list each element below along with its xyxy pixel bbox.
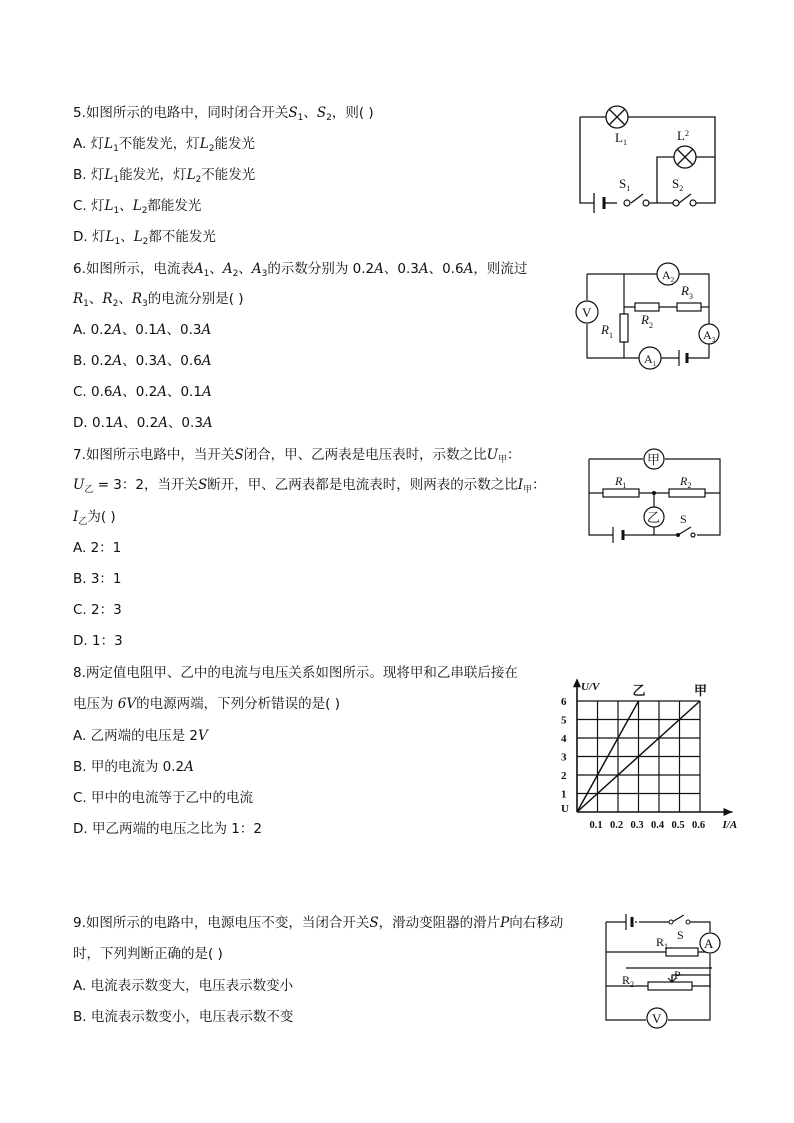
svg-text:乙: 乙: [647, 510, 661, 525]
q9-circuit-diagram: [602, 912, 727, 1030]
resistor-r1-icon: [666, 948, 698, 956]
q9-stem-line1: 9.如图所示的电路中，电源电压不变，当闭合开关S，滑动变阻器的滑片P向右移动: [73, 915, 564, 931]
q8-option-b: B. 甲的电流为 0.2A: [73, 759, 194, 775]
label-s: S: [680, 512, 687, 526]
label-r1: $R_1$: [615, 474, 627, 490]
y-tick-label: 1: [561, 788, 567, 801]
q6-option-b: B. 0.2A、0.3A、0.6A: [73, 353, 212, 369]
label-s1: $S_1$: [619, 176, 631, 193]
resistor-r2-icon: [635, 303, 659, 311]
label-r2: $R_2$: [622, 973, 635, 989]
y-tick-label: 6: [561, 696, 567, 708]
q6-stem-line2: $R_1$、$R_2$、$R_3$的电流分别是( ): [73, 291, 244, 309]
q5-circuit-diagram: [575, 100, 725, 220]
resistor-r1-icon: [620, 314, 628, 342]
origin-label: U: [561, 803, 569, 815]
ammeter-a2-icon: [657, 263, 679, 285]
y-tick-label: 3: [561, 751, 567, 764]
q8-stem-line2: 电压为 6V的电源两端，下列分析错误的是( ): [73, 696, 340, 712]
y-axis-arrow-icon: [573, 678, 581, 687]
x-tick-label: 0.2: [610, 820, 624, 831]
resistor-r2-icon: [669, 489, 705, 497]
q8-option-a: A. 乙两端的电压是 2V: [73, 728, 208, 744]
label-r2: $R_2$: [641, 312, 653, 330]
q8-stem-line1: 8.两定值电阻甲、乙中的电流与电压关系如图所示。现将甲和乙串联后接在: [73, 665, 518, 681]
q6-stem-line1: 6.如图所示，电流表$A_1$、$A_2$、$A_3$的示数分别为 0.2A、0.3A、0.6A，则流过: [73, 261, 528, 279]
ammeter-icon: [700, 933, 720, 953]
q7-option-c: C. 2：3: [73, 602, 122, 618]
series-label: 甲: [694, 683, 708, 698]
label-l1: $L_1$: [615, 130, 627, 147]
x-tick-label: 0.3: [630, 820, 644, 831]
resistor-r3-icon: [677, 303, 701, 311]
label-p: P: [674, 968, 681, 982]
q7-circuit-diagram: [585, 447, 725, 539]
label-l2: $L^2$: [677, 128, 689, 143]
svg-text:A2: $A_2$: [662, 268, 675, 284]
label-s: S: [677, 928, 684, 942]
x-tick-label: 0.6: [692, 820, 706, 831]
q7-stem-line3: $I_乙$为( ): [73, 509, 116, 527]
q6-option-d: D. 0.1A、0.2A、0.3A: [73, 415, 213, 431]
y-tick-label: 4: [561, 733, 567, 745]
label-r3: $R_3$: [681, 283, 693, 301]
q5-stem: 5.如图所示的电路中，同时闭合开关$S_1$、$S_2$，则( ): [73, 105, 374, 123]
label-r1: $R_1$: [656, 935, 669, 951]
lamp-l1-icon: [606, 106, 628, 128]
meter-jia-icon: [644, 449, 664, 469]
x-tick-label: 0.4: [651, 820, 665, 831]
x-tick-label: 0.5: [671, 820, 685, 831]
svg-text:A3: $A_3$: [703, 328, 716, 344]
q8-u-i-chart: [555, 672, 738, 837]
q6-circuit-diagram: [575, 262, 725, 372]
lamp-l2-icon: [674, 146, 696, 168]
q7-stem-line2: $U_乙 = 3$：2，当开关S断开，甲、乙两表都是电流表时，则两表的示数之比$I_甲$：: [73, 477, 546, 495]
q7-stem-line1: 7.如图所示电路中，当开关S闭合，甲、乙两表是电压表时，示数之比$U_甲$：: [73, 447, 521, 465]
voltmeter-icon: [647, 1008, 667, 1028]
x-tick-label: 0.1: [589, 820, 603, 831]
rheostat-r2-icon: [648, 982, 692, 990]
x-axis-arrow-icon: [724, 808, 733, 816]
ammeter-a1-icon: [639, 347, 661, 369]
series-label: 乙: [632, 683, 646, 698]
y-tick-label: 2: [561, 770, 567, 782]
q5-option-d: D. 灯$L_1$、$L_2$都不能发光: [73, 229, 216, 247]
y-axis-label: U/V: [581, 681, 600, 694]
q5-option-b: B. 灯$L_1$能发光，灯$L_2$不能发光: [73, 167, 256, 185]
q5-option-a: A. 灯$L_1$不能发光，灯$L_2$能发光: [73, 136, 255, 154]
q9-option-a: A. 电流表示数变大，电压表示数变小: [73, 978, 294, 994]
label-r2: $R_2$: [680, 474, 692, 490]
svg-text:A1: $A_1$: [644, 352, 657, 368]
meter-yi-icon: [644, 507, 664, 527]
q9-option-b: B. 电流表示数变小，电压表示数不变: [73, 1009, 294, 1025]
label-r1: $R_1$: [601, 322, 613, 340]
svg-text:甲: 甲: [647, 452, 661, 467]
ammeter-a3-icon: [699, 324, 719, 344]
q7-option-b: B. 3：1: [73, 571, 122, 587]
resistor-r1-icon: [603, 489, 639, 497]
svg-text:A: A: [704, 936, 714, 951]
svg-text:V: V: [582, 305, 592, 320]
q7-option-a: A. 2：1: [73, 540, 122, 556]
y-tick-label: 5: [561, 714, 567, 727]
q6-option-a: A. 0.2A、0.1A、0.3A: [73, 322, 212, 338]
x-axis-label: I/A: [722, 819, 738, 831]
svg-text:V: V: [652, 1011, 662, 1026]
q9-stem-line2: 时，下列判断正确的是( ): [73, 946, 223, 962]
voltmeter-icon: [576, 301, 598, 323]
q5-option-c: C. 灯$L_1$、$L_2$都能发光: [73, 198, 202, 216]
q8-option-c: C. 甲中的电流等于乙中的电流: [73, 790, 254, 806]
q8-option-d: D. 甲乙两端的电压之比为 1：2: [73, 821, 262, 837]
q6-option-c: C. 0.6A、0.2A、0.1A: [73, 384, 212, 400]
label-s2: $S_2$: [672, 176, 684, 193]
q7-option-d: D. 1：3: [73, 633, 123, 649]
